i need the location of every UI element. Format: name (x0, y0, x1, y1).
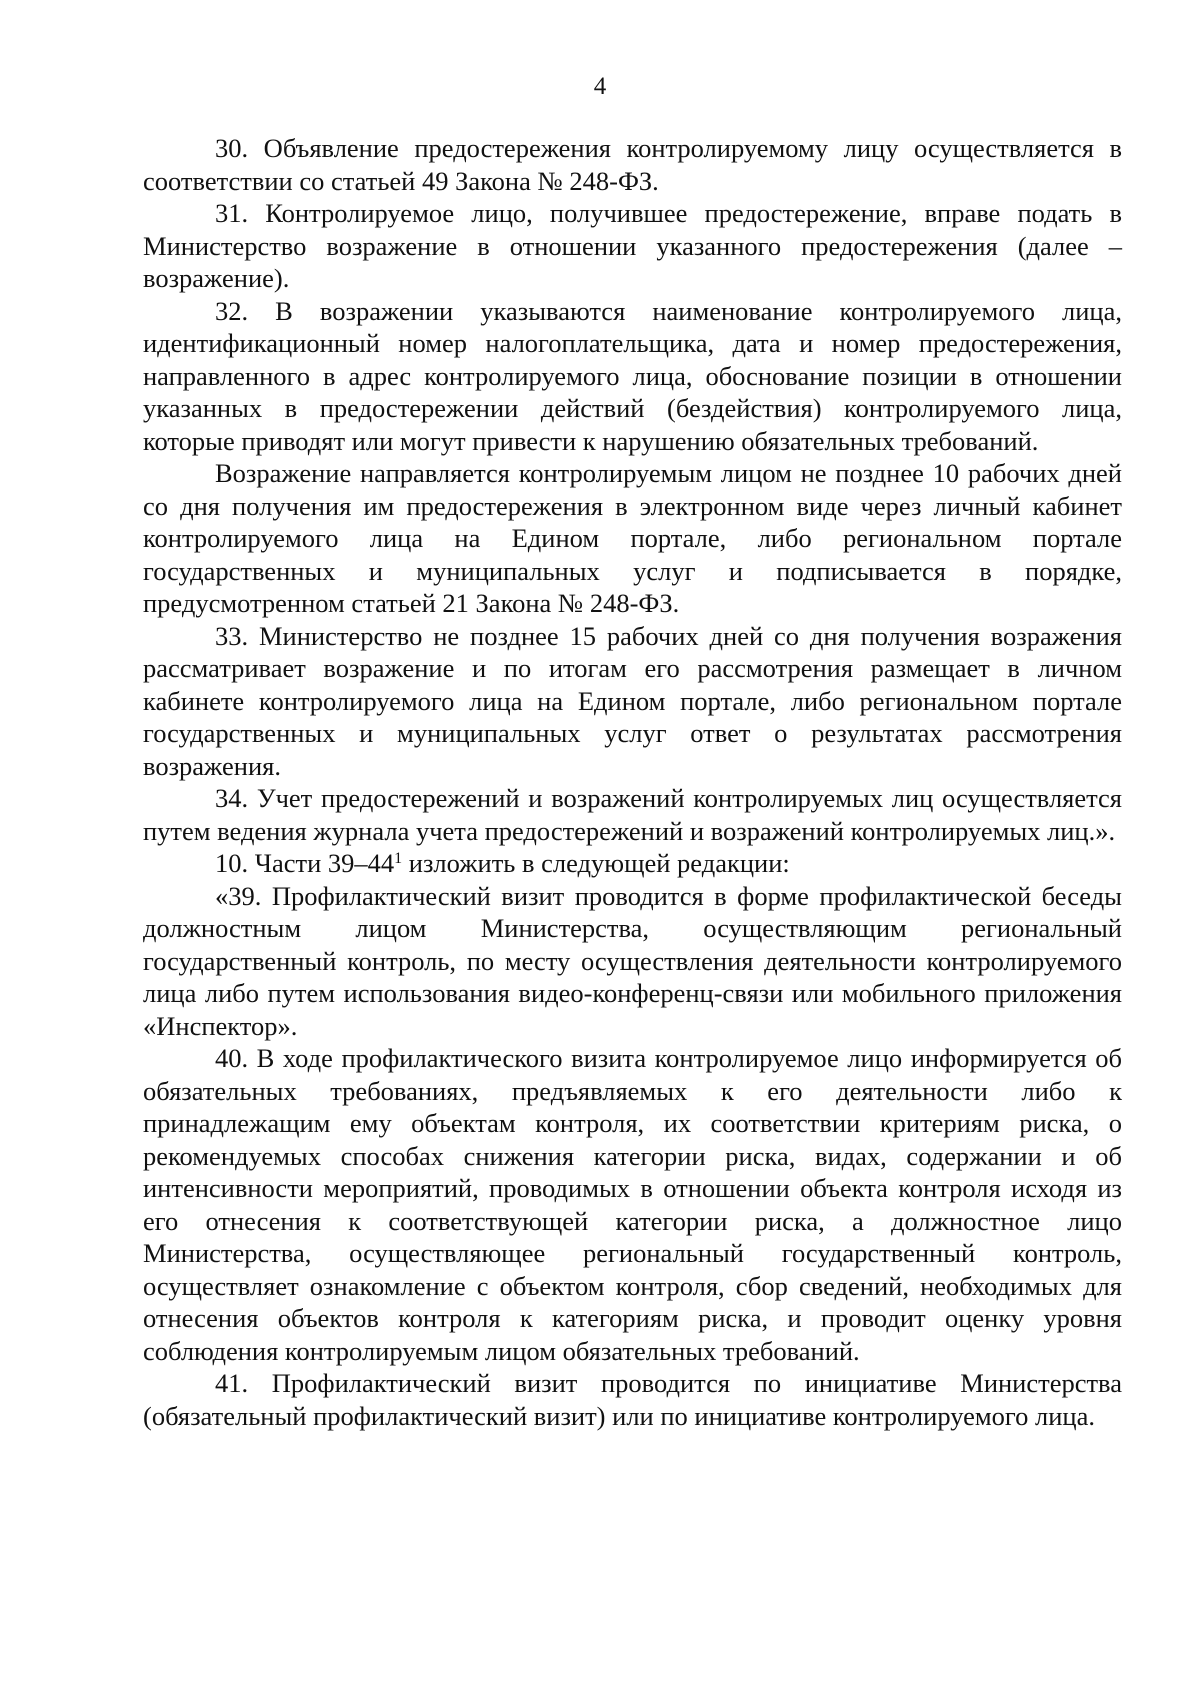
amendment-10-superscript: 1 (394, 850, 403, 867)
paragraph-amendment-10 (143, 847, 1122, 880)
paragraph-41: 41. Профилактический визит проводится по инициативе Министерства (обязательный профилактический визит) или по инициативе контролируемого лица. (143, 1368, 1122, 1431)
paragraph-33: 33. Министерство не позднее 15 рабочих дней со дня получения возражения рассматривает возражение и по итогам его рассмотрения размещает в личном кабинете контролируемого лица на Едином портале, либо региональном портале государственных и муниципальных услуг ответ о результатах рассмотрения возражения. (143, 620, 1122, 781)
paragraph-objection-submission: Возражение направляется контролируемым лицом не позднее 10 рабочих дней со дня получения им предостережения в электронном виде через личный кабинет контролируемого лица на Едином портале, либо региональном портале государственных и муниципальных услуг и подписывается в порядке, предусмотренном статьей 21 Закона № 248-ФЗ. (143, 458, 1122, 618)
amendment-10-text-after: изложить в следующей редакции: (402, 848, 790, 878)
paragraph-32: 32. В возражении указываются наименование контролируемого лица, идентификационный номер налогоплательщика, дата и номер предостережения, направленного в адрес контролируемого лица, обоснование позиции в отношении указанных в предостережении действий (бездействия) контролируемого лица, которые приводят или могут привести к нарушению обязательных требований. (143, 295, 1122, 456)
page-number: 4 (593, 73, 607, 100)
paragraph-39: «39. Профилактический визит проводится в форме профилактической беседы должностным лицом Министерства, осуществляющим региональный государственный контроль, по месту осуществления деятельности контролируемого лица либо путем использования видео-конференц-связи или мобильного приложения «Инспектор». (143, 880, 1122, 1041)
document-body (143, 132, 1122, 1432)
amendment-10-text-before: 10. Части 39–44 (215, 848, 395, 878)
paragraph-34: 34. Учет предостережений и возражений контролируемых лиц осуществляется путем ведения журнала учета предостережений и возражений контролируемых лиц.». (143, 783, 1122, 846)
paragraph-40: 40. В ходе профилактического визита контролируемое лицо информируется об обязательных требованиях, предъявляемых к его деятельности либо к принадлежащим ему объектам контроля, их соответствии критериям риска, о рекомендуемых способах снижения категории риска, видах, содержании и об интенсивности мероприятий, проводимых в отношении объекта контроля исходя из его отнесения к соответствующей категории риска, а должностное лицо Министерства, осуществляющее региональный государственный контроль, осуществляет ознакомление с объектом контроля, сбор сведений, необходимых для отнесения объектов контроля к категориям риска, и проводит оценку уровня соблюдения контролируемым лицом обязательных требований. (143, 1043, 1122, 1366)
paragraph-31: 31. Контролируемое лицо, получившее предостережение, вправе подать в Министерство возражение в отношении указанного предостережения (далее – возражение). (143, 198, 1122, 293)
paragraph-30: 30. Объявление предостережения контролируемому лицу осуществляется в соответствии со статьей 49 Закона № 248-ФЗ. (143, 133, 1122, 196)
